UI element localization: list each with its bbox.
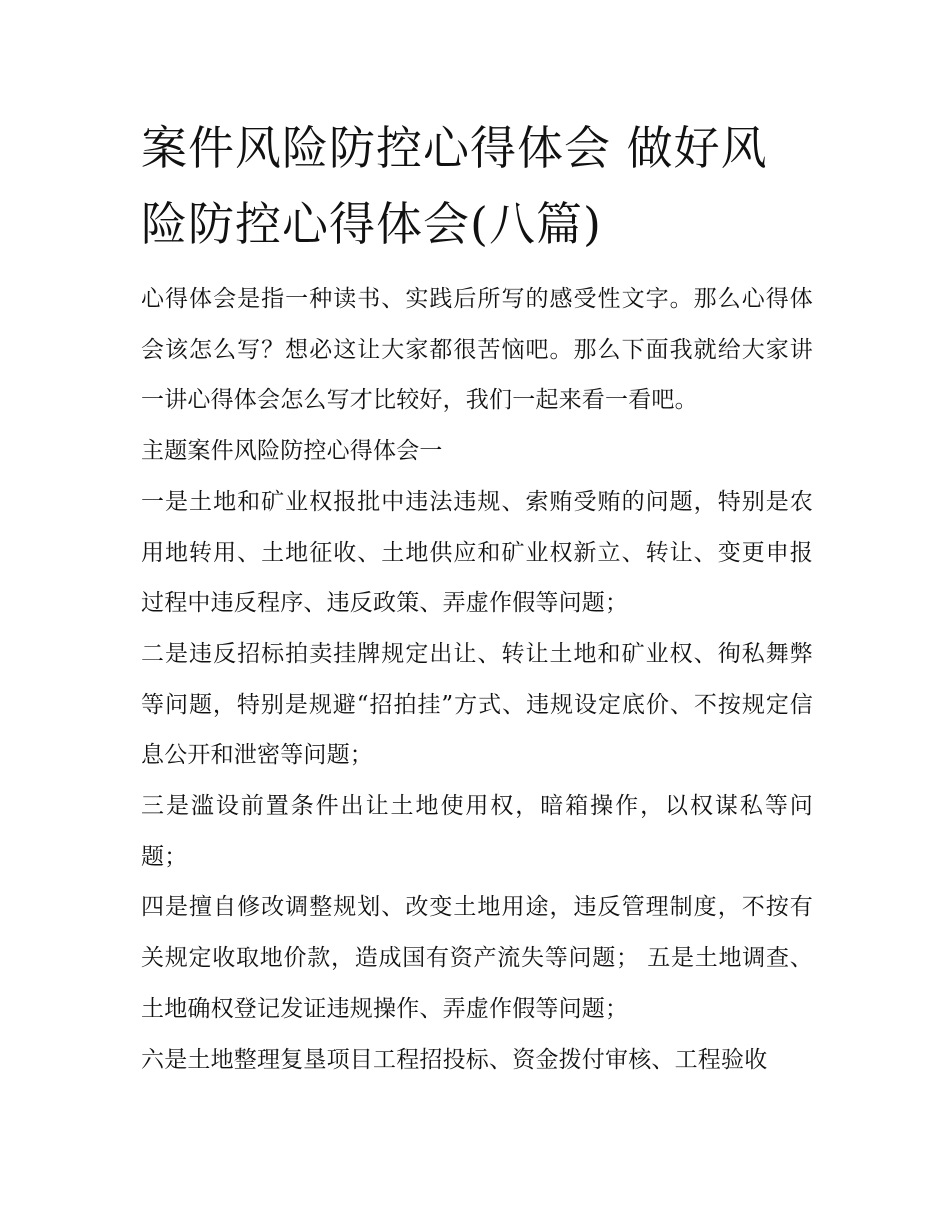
document-body	[141, 274, 813, 1085]
section-heading: 主题案件风险防控心得体会一	[141, 438, 443, 465]
body-paragraph: 二是违反招标拍卖挂牌规定出让、转让土地和矿业权、徇私舞弊等问题，特别是规避“招拍挂”方式、违规设定底价、不按规定信息公开和泄密等问题；	[141, 640, 813, 769]
body-paragraph: 三是滥设前置条件出让土地使用权，暗箱操作，以权谋私等问题；	[141, 793, 813, 870]
body-paragraph: 一是土地和矿业权报批中违法违规、索贿受贿的问题，特别是农用地转用、土地征收、土地供应和矿业权新立、转让、变更申报过程中违反程序、违反政策、弄虚作假等问题；	[141, 488, 813, 617]
document-content	[141, 110, 813, 1085]
document-title: 案件风险防控心得体会 做好风险防控心得体会(八篇)	[141, 121, 768, 251]
body-paragraph: 四是擅自修改调整规划、改变土地用途，违反管理制度，不按有关规定收取地价款，造成国有资产流失等问题； 五是土地调查、土地确权登记发证违规操作、弄虚作假等问题；	[141, 894, 813, 1022]
intro-paragraph: 心得体会是指一种读书、实践后所写的感受性文字。那么心得体会该怎么写？想必这让大家都很苦恼吧。那么下面我就给大家讲一讲心得体会怎么写才比较好，我们一起来看一看吧。	[141, 286, 813, 414]
body-paragraph: 六是土地整理复垦项目工程招投标、资金拨付审核、工程验收	[141, 1046, 768, 1073]
